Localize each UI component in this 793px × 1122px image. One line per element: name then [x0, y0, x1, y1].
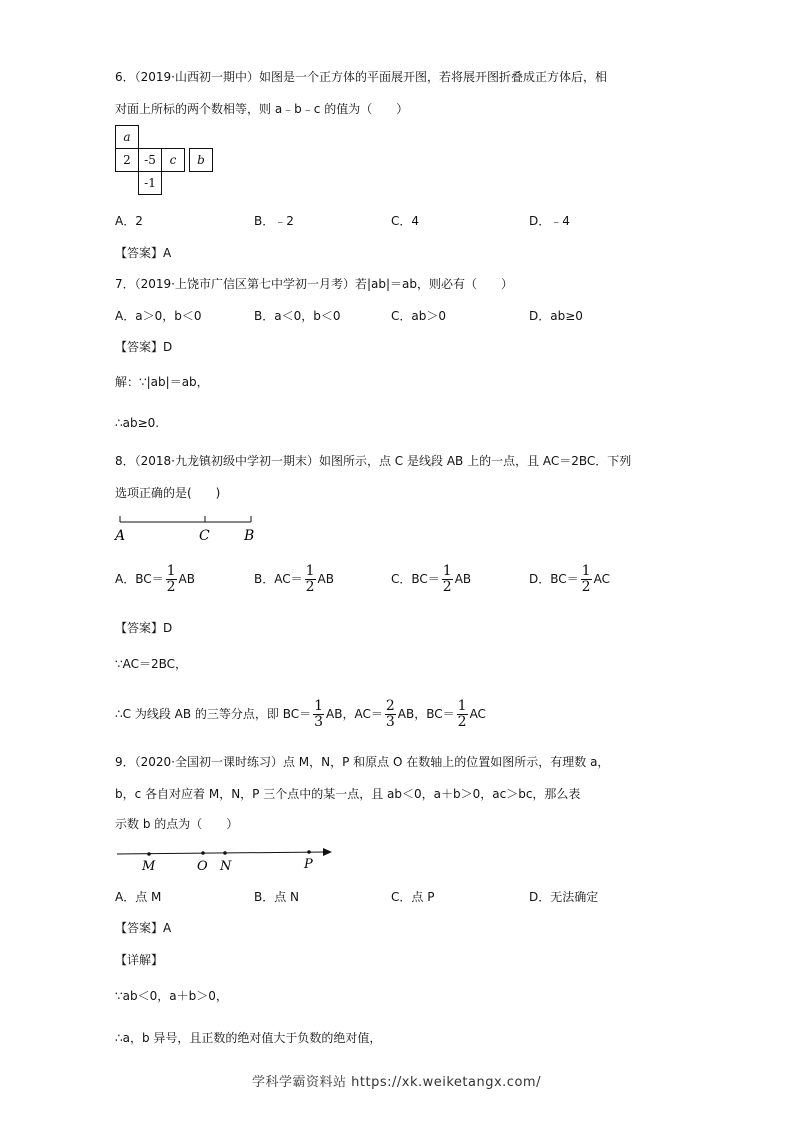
net-cell-a: a: [115, 125, 139, 149]
q8-solution-line2: ∴C 为线段 AB 的三等分点，即 BC＝ $\frac{1}{3}$ AB，AC＝ $\frac{2}{3}$ AB，BC＝ $\frac{1}{2}$ AC: [115, 698, 486, 730]
q7-solution-line2: ∴ab≥0.: [115, 416, 160, 430]
q8-option-d: D．BC＝ $\frac{1}{2}$ AC: [529, 563, 610, 595]
net-cell-b: b: [189, 148, 213, 172]
segment-label-a: A: [115, 528, 126, 544]
q9-solution-line2: ∴a，b 异号，且正数的绝对值大于负数的绝对值，: [115, 1031, 382, 1045]
footer-watermark: 学科学霸资料站 https://xk.weiketangx.com/: [252, 1075, 541, 1090]
q7-option-b: B．a＜0，b＜0: [254, 309, 341, 323]
q6-stem-line2: 对面上所标的两个数相等，则 a﹣b﹣c 的值为（ ）: [115, 102, 409, 116]
q9-stem-line3: 示数 b 的点为（ ）: [115, 817, 239, 831]
q9-option-c: C．点 P: [391, 890, 435, 904]
net-cell-2: 2: [115, 148, 139, 172]
point-label-p: P: [304, 857, 313, 872]
q9-option-b: B．点 N: [254, 890, 300, 904]
q8-option-c: C．BC＝ $\frac{1}{2}$ AB: [391, 563, 472, 595]
point-label-o: O: [197, 859, 208, 874]
number-line-arrow: [323, 848, 332, 856]
segment-diagram: [112, 512, 272, 546]
net-cell-neg1: -1: [138, 171, 162, 195]
q8-option-a: A．BC＝ $\frac{1}{2}$ AB: [115, 563, 195, 595]
q7-solution-line1: 解：∵|ab|＝ab，: [115, 375, 209, 389]
q7-option-a: A．a＞0，b＜0: [115, 309, 202, 323]
q8-stem-line2: 选项正确的是( ): [115, 486, 221, 500]
point-label-m: M: [142, 859, 156, 874]
point-n-dot: [223, 851, 227, 855]
q7-option-d: D．ab≥0: [529, 309, 583, 323]
number-line-diagram: [112, 843, 342, 877]
segment-label-c: C: [199, 528, 210, 544]
q8-answer: 【答案】D: [115, 621, 173, 635]
q6-answer: 【答案】A: [115, 246, 172, 260]
q9-answer: 【答案】A: [115, 921, 172, 935]
segment-label-b: B: [244, 528, 255, 544]
q6-option-d: D．﹣4: [529, 214, 570, 228]
q6-option-a: A．2: [115, 214, 143, 228]
q8-option-b: B．AC＝ $\frac{1}{2}$ AB: [254, 563, 334, 595]
point-m-dot: [147, 852, 151, 856]
q9-stem-line1: 9．（2020·全国初一课时练习）点 M，N，P 和原点 O 在数轴上的位置如图所示，有理数 a，: [115, 755, 610, 769]
q9-option-a: A．点 M: [115, 890, 162, 904]
net-cell-neg5: -5: [138, 148, 162, 172]
q7-answer: 【答案】D: [115, 340, 173, 354]
q9-stem-line2: b，c 各自对应着 M，N，P 三个点中的某一点，且 ab＜0，a＋b＞0，ac＞bc，那么表: [115, 787, 581, 801]
q9-detail-heading: 【详解】: [115, 953, 164, 967]
point-label-n: N: [220, 859, 232, 874]
point-o-dot: [201, 851, 205, 855]
q8-stem-line1: 8．（2018·九龙镇初级中学初一期末）如图所示，点 C 是线段 AB 上的一点，且 AC＝2BC．下列: [115, 454, 632, 468]
net-cell-c: c: [161, 148, 185, 172]
q7-option-c: C．ab＞0: [391, 309, 446, 323]
q6-option-c: C．4: [391, 214, 420, 228]
q6-stem-line1: 6．（2019·山西初一期中）如图是一个正方体的平面展开图，若将展开图折叠成正方体后，相: [115, 70, 607, 84]
q7-stem: 7．（2019·上饶市广信区第七中学初一月考）若|ab|＝ab，则必有（ ）: [115, 277, 514, 291]
point-p-dot: [307, 850, 311, 854]
q9-solution-line1: ∵ab＜0，a＋b＞0，: [115, 989, 228, 1003]
q8-solution-line1: ∵AC＝2BC，: [115, 657, 188, 671]
q9-option-d: D．无法确定: [529, 890, 599, 904]
q6-option-b: B．﹣2: [254, 214, 294, 228]
